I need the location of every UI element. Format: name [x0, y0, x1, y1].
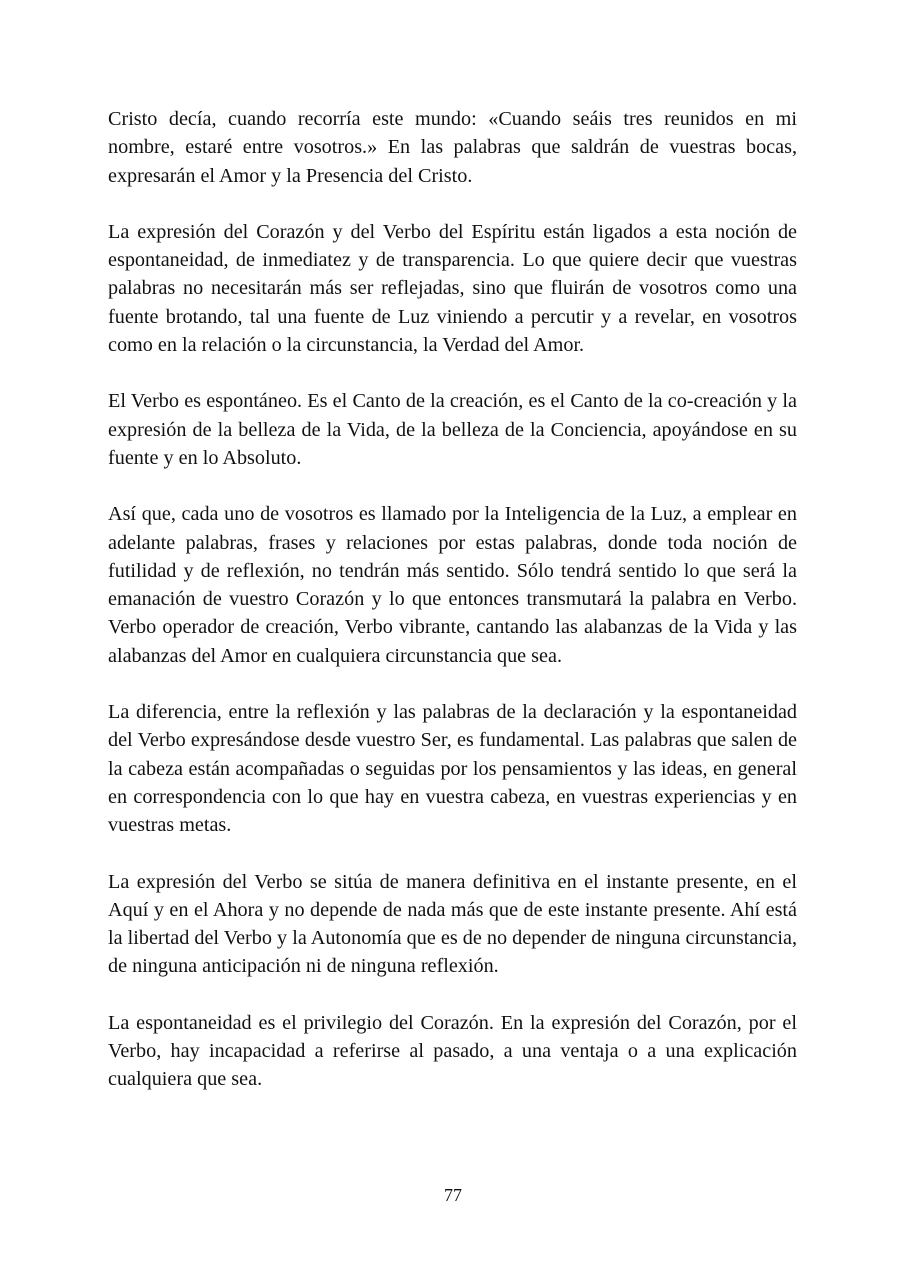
paragraph-3: El Verbo es espontáneo. Es el Canto de la creación, es el Canto de la co-creación y la expresión de la belleza de la Vida, de la belleza de la Conciencia, apoyándose en su fuente y en lo Absoluto. [108, 390, 797, 469]
body-text [108, 105, 797, 1122]
paragraph-4: Así que, cada uno de vosotros es llamado por la Inteligencia de la Luz, a emplear en adelante palabras, frases y relaciones por estas palabras, donde toda noción de futilidad y de reflexión, no tendrán más sentido. Sólo tendrá sentido lo que será la emanación de vuestro Corazón y lo que entonces transmutará la palabra en Verbo. Verbo operador de creación, Verbo vibrante, cantando las alabanzas de la Vida y las alabanzas del Amor en cualquiera circunstancia que sea. [108, 503, 797, 667]
paragraph-5: La diferencia, entre la reflexión y las palabras de la declaración y la espontaneidad del Verbo expresándose desde vuestro Ser, es fundamental. Las palabras que salen de la cabeza están acompañadas o seguidas por los pensamientos y las ideas, en general en correspondencia con lo que hay en vuestra cabeza, en vuestras experiencias y en vuestras metas. [108, 701, 797, 837]
page-number: 77 [444, 1185, 462, 1205]
paragraph-2: La expresión del Corazón y del Verbo del Espíritu están ligados a esta noción de espontaneidad, de inmediatez y de transparencia. Lo que quiere decir que vuestras palabras no necesitarán más ser reflejadas, sino que fluirán de vosotros como una fuente brotando, tal una fuente de Luz viniendo a percutir y a revelar, en vosotros como en la relación o la circunstancia, la Verdad del Amor. [108, 220, 797, 357]
paragraph-7: La espontaneidad es el privilegio del Corazón. En la expresión del Corazón, por el Verbo, hay incapacidad a referirse al pasado, a una ventaja o a una explicación cualquiera que sea. [108, 1011, 797, 1091]
paragraph-6: La expresión del Verbo se sitúa de manera definitiva en el instante presente, en el Aquí y en el Ahora y no depende de nada más que de este instante presente. Ahí está la libertad del Verbo y la Autonomía que es de no depender de ninguna circunstancia, de ninguna anticipación ni de ninguna reflexión. [108, 870, 797, 978]
paragraph-1: Cristo decía, cuando recorría este mundo: «Cuando seáis tres reunidos en mi nombre, estaré entre vosotros.» En las palabras que saldrán de vuestras bocas, expresarán el Amor y la Presencia del Cristo. [108, 108, 797, 187]
